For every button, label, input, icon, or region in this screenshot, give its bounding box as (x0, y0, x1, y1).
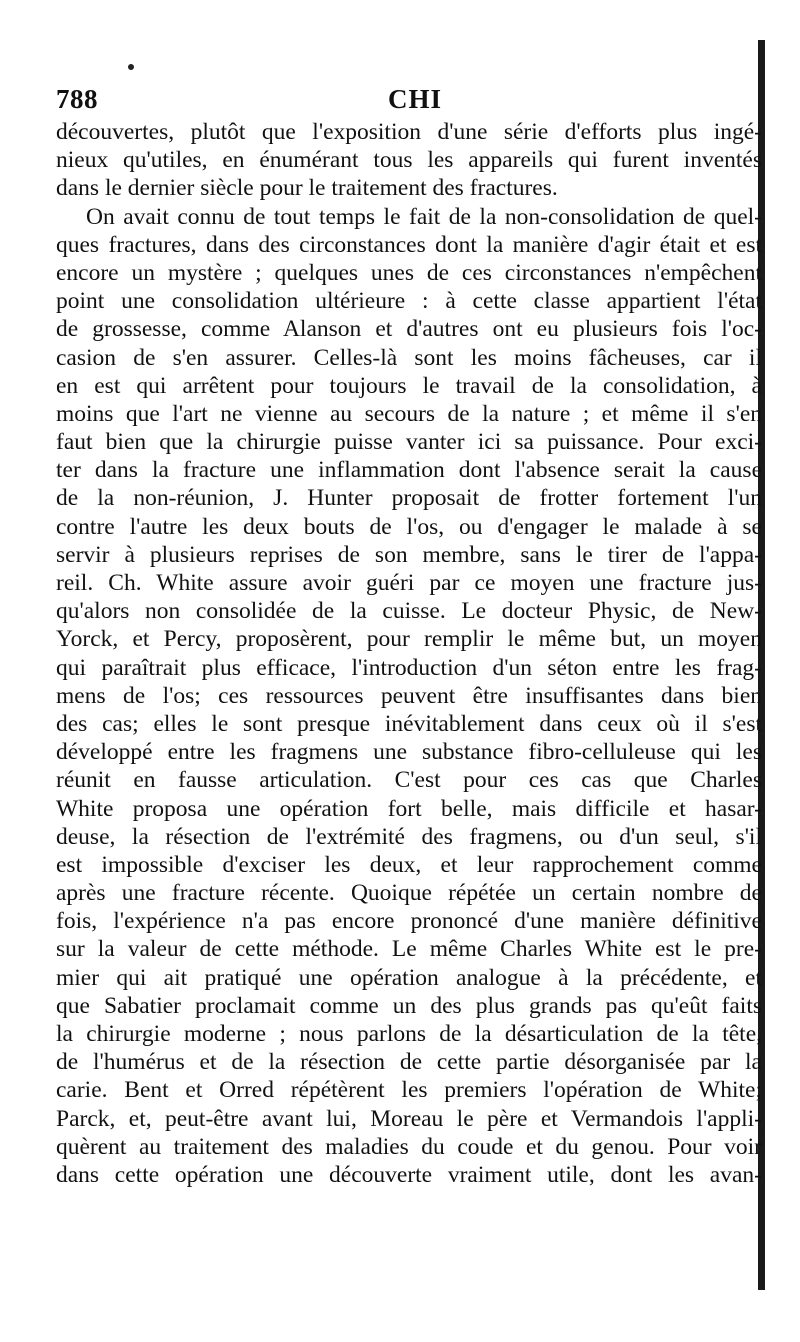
text-line: dans le dernier siècle pour le traitement des fractures. (56, 175, 558, 202)
text-line: point une consolidation ultérieure : à cette classe appartient l'état (56, 288, 762, 315)
page-number: 788 (56, 84, 98, 114)
text-line: carie. Bent et Orred répétèrent les premiers l'opération de White; (56, 1077, 762, 1104)
text-line: servir à plusieurs reprises de son membre, sans le tirer de l'appa- (56, 541, 762, 568)
text-line: On avait connu de tout temps le fait de la non-consolidation de quel- (86, 203, 762, 230)
running-head (56, 84, 756, 116)
text-line: Parck, et, peut-être avant lui, Moreau le père et Vermandois l'appli- (56, 1105, 762, 1132)
text-line: reil. Ch. White assure avoir guéri par ce moyen une fracture jus- (56, 570, 762, 596)
text-line: de la non-réunion, J. Hunter proposait de frotter fortement l'un (56, 485, 762, 512)
text-line: encore un mystère ; quelques unes de ces circonstances n'empêchent (56, 259, 762, 286)
text-line: de l'humérus et de la résection de cette partie désorganisée par la (56, 1049, 762, 1076)
text-line: est impossible d'exciser les deux, et leur rapprochement comme (56, 851, 762, 878)
text-line: sur la valeur de cette méthode. Le même Charles White est le pre- (56, 936, 762, 963)
text-line: des cas; elles le sont presque inévitablement dans ceux où il s'est (56, 710, 762, 737)
text-line: découvertes, plutôt que l'exposition d'une série d'efforts plus ingé- (56, 119, 762, 145)
text-line: fois, l'expérience n'a pas encore prononcé d'une manière définitive (56, 908, 762, 935)
text-line: après une fracture récente. Quoique répétée un certain nombre de (56, 880, 762, 907)
text-line: en est qui arrêtent pour toujours le travail de la consolidation, à (56, 372, 762, 399)
text-line: nieux qu'utiles, en énumérant tous les appareils qui furent inventés (56, 147, 762, 174)
text-line: qui paraîtrait plus efficace, l'introduction d'un séton entre les frag- (56, 654, 762, 681)
text-line: développé entre les fragmens une substance fibro-celluleuse qui les (56, 739, 762, 766)
text-line: quèrent au traitement des maladies du coude et du genou. Pour voir (56, 1133, 762, 1160)
running-head-title: CHI (388, 84, 443, 114)
text-line: ter dans la fracture une inflammation dont l'absence serait la cause (56, 457, 762, 484)
text-line: deuse, la résection de l'extrémité des fragmens, ou d'un seul, s'il (56, 823, 762, 850)
text-line: Yorck, et Percy, proposèrent, pour remplir le même but, un moyen (56, 626, 762, 653)
text-line: White proposa une opération fort belle, mais difficile et hasar- (56, 795, 762, 822)
text-line: la chirurgie moderne ; nous parlons de la désarticulation de la tête, (56, 1021, 762, 1047)
text-line: moins que l'art ne vienne au secours de la nature ; et même il s'en (56, 400, 762, 427)
text-line: faut bien que la chirurgie puisse vanter ici sa puissance. Pour exci- (56, 429, 762, 456)
text-line: dans cette opération une découverte vraiment utile, dont les avan- (56, 1161, 762, 1188)
text-line: qu'alors non consolidée de la cuisse. Le docteur Physic, de New- (56, 598, 762, 625)
text-line: de grossesse, comme Alanson et d'autres ont eu plusieurs fois l'oc- (56, 316, 762, 343)
text-line: ques fractures, dans des circonstances dont la manière d'agir était et est (56, 231, 762, 258)
text-line: casion de s'en assurer. Celles-là sont les moins fâcheuses, car il (56, 344, 762, 371)
text-line: mens de l'os; ces ressources peuvent être insuffisantes dans bien (56, 682, 762, 709)
body-text (56, 118, 762, 1258)
text-line: contre l'autre les deux bouts de l'os, ou d'engager le malade à se (56, 513, 762, 540)
ink-dot-mark (128, 64, 134, 70)
text-line: que Sabatier proclamait comme un des plus grands pas qu'eût faits (56, 992, 762, 1019)
text-line: mier qui ait pratiqué une opération analogue à la précédente, et (56, 964, 762, 991)
text-line: réunit en fausse articulation. C'est pour ces cas que Charles (56, 767, 762, 794)
